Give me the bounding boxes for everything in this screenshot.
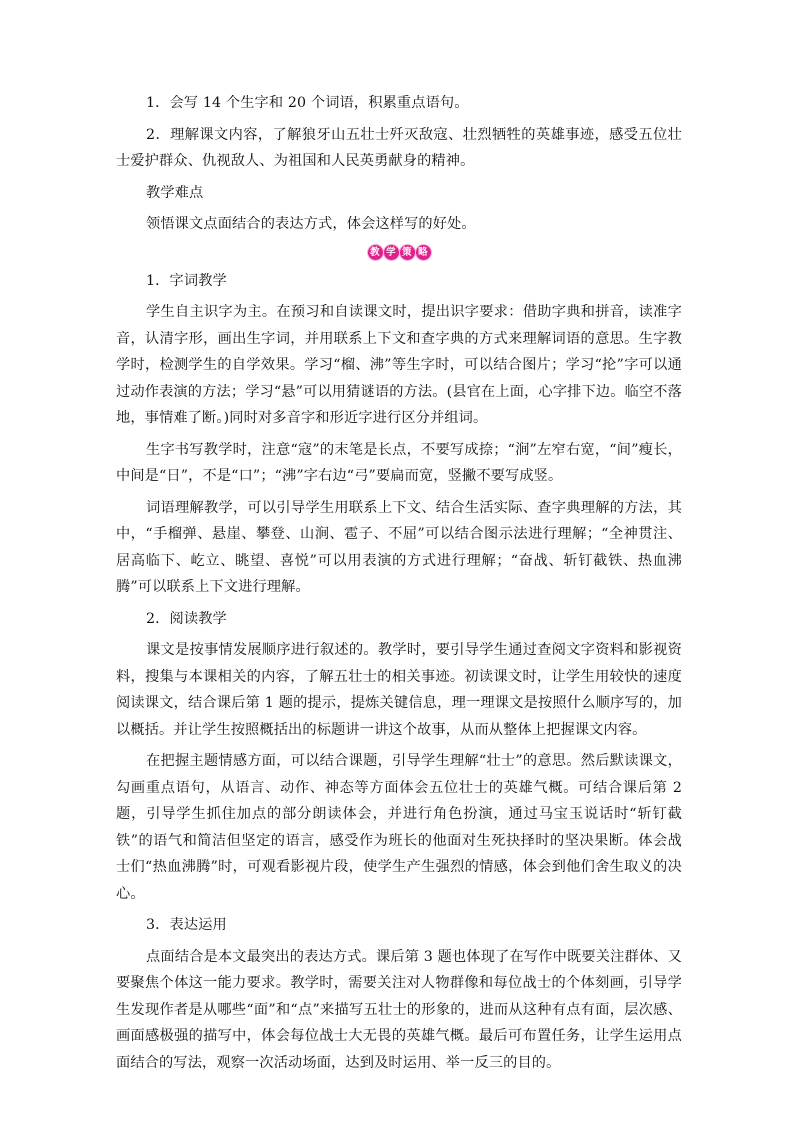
paragraph: 点面结合是本文最突出的表达方式。课后第 3 题也体现了在写作中既要关注群体、又要聚焦个体这一能力要求。教学时，需要关注对人物群像和每位战士的个体刻画，引导学生发现作者是从哪些“面”和“点”来描写五壮士的形象的，进而从这种有点有面，层次感、画面感极强的描写中，体会每位战士大无畏的英雄气概。最后可布置任务，让学生运用点面结合的写法，观察一次活动场面，达到及时运用、举一反三的目的。 [116,948,682,1071]
difficulty-text: 领悟课文点面结合的表达方式，体会这样写的好处。 [146,216,476,232]
paragraph: 学生自主识字为主。在预习和自读课文时，提出识字要求：借助字典和拼音，读准字音，认清字形，画出生字词，并用联系上下文和查字典的方式来理解词语的意思。生字教学时，检测学生的自学效果。学习“榴、沸”等生字时，可以结合图片；学习“抡”字可以通过动作表演的方法；学习“悬”可以用猜谜语的方法。(县官在上面，心字排下边。临空不落地，事情难了断。)同时对多音字和形近字进行区分并组词。 [116,304,682,426]
strategy-badge-row [116,238,682,268]
badge-char: 教 [368,245,383,260]
section-heading-reading: 2．阅读教学 [146,610,227,627]
section-heading-words: 1．字词教学 [146,272,227,289]
goal-item-2: 2．理解课文内容，了解狼牙山五壮士歼灭敌寇、壮烈牺牲的英雄事迹，感受五位壮士爱护群众、仇视敌人、为祖国和人民英勇献身的精神。 [116,126,682,169]
paragraph: 词语理解教学，可以引导学生用联系上下文、结合生活实际、查字典理解的方法，其中，“手榴弹、悬崖、攀登、山涧、雹子、不屈”可以结合图示法进行理解；“全神贯注、居高临下、屹立、眺望、喜悦”可以用表演的方式进行理解；“奋战、斩钉截铁、热血沸腾”可以联系上下文进行理解。 [116,499,682,595]
badge-char: 策 [400,245,415,260]
difficulty-heading: 教学难点 [146,184,204,201]
paragraph: 课文是按事情发展顺序进行叙述的。教学时，要引导学生通过查阅文字资料和影视资料，搜集与本课相关的内容，了解五壮士的相关事迹。初读课文时，让学生用较快的速度阅读课文，结合课后第 1 题的提示，提炼关键信息，理一理课文是按照什么顺序写的，加以概括。并让学生按照概括出的标题讲一讲这个故事，从而从整体上把握课文内容。 [116,642,682,738]
paragraph: 在把握主题情感方面，可以结合课题，引导学生理解“壮士”的意思。然后默读课文，勾画重点语句，从语言、动作、神态等方面体会五位壮士的英雄气概。可结合课后第 2 题，引导学生抓住加点的部分朗读体会，并进行角色扮演，通过马宝玉说话时“斩钉截铁”的语气和简洁但坚定的语言，感受作为班长的他面对生死抉择时的坚决果断。体会战士们“热血沸腾”时，可观看影视片段，使学生产生强烈的情感，体会到他们舍生取义的决心。 [116,753,682,902]
paragraph: 生字书写教学时，注意“寇”的末笔是长点，不要写成捺；“涧”左窄右宽，“间”瘦长，中间是“日”，不是“口”；“沸”字右边“弓”要扁而宽，竖撇不要写成竖。 [116,441,682,484]
goal-item-1: 1．会写 14 个生字和 20 个词语，积累重点语句。 [146,95,469,111]
document-body [116,90,682,1076]
badge-char: 学 [384,245,399,260]
badge-char: 略 [416,245,431,260]
section-heading-expression: 3．表达运用 [146,917,227,933]
strategy-badge [368,245,431,260]
